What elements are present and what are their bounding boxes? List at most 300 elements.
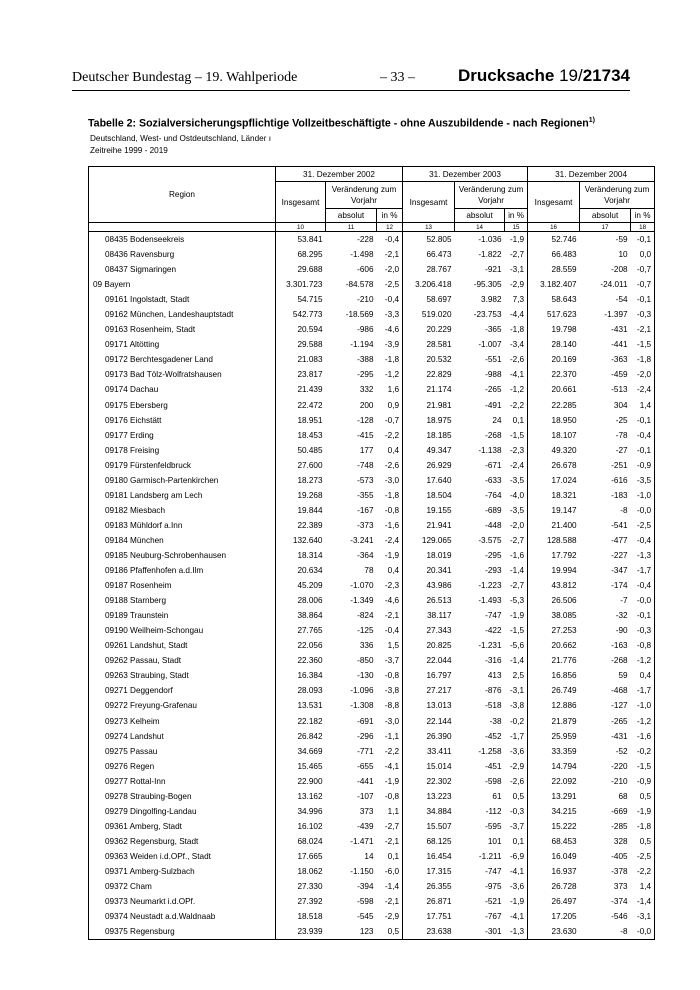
pct-change-2002-cell: -2,4 xyxy=(377,533,403,548)
region-cell: 09185 Neuburg-Schrobenhausen xyxy=(89,548,276,563)
region-cell: 09276 Regen xyxy=(89,759,276,774)
region-cell: 09278 Straubing-Bogen xyxy=(89,789,276,804)
pct-change-2003-cell: -1,9 xyxy=(505,608,528,623)
pct-change-2002-cell: 1,5 xyxy=(377,638,403,653)
total-2004-cell: 12.886 xyxy=(551,701,577,711)
region-cell: 09183 Mühldorf a.Inn xyxy=(89,518,276,533)
total-2003-cell: 22.829 xyxy=(426,370,452,380)
abs-change-2003-cell: -451 xyxy=(485,761,502,771)
pct-change-2002-cell: -0,4 xyxy=(377,232,403,248)
percent-header: in % xyxy=(631,209,655,223)
region-cell: 09181 Landsberg am Lech xyxy=(89,488,276,503)
total-2002-cell: 38.864 xyxy=(297,611,323,621)
pct-change-2004-cell: -2,0 xyxy=(631,367,655,382)
total-2002-cell: 45.209 xyxy=(297,581,323,591)
table-row xyxy=(89,879,655,894)
total-2004-cell: 19.147 xyxy=(551,505,577,515)
table-title-text: Tabelle 2: Sozialversicherungspflichtige Vollzeitbeschäftigte - ohne Auszubildende - nach Regionen xyxy=(88,117,589,130)
total-2004-cell: 128.588 xyxy=(546,535,577,545)
abs-change-2004-cell: -431 xyxy=(611,325,628,335)
total-2003-cell: 27.343 xyxy=(426,626,452,636)
abs-change-2003-cell: -1.211 xyxy=(478,851,502,861)
abs-change-2004-cell: -513 xyxy=(611,385,628,395)
pct-change-2003-cell: 2,5 xyxy=(505,668,528,683)
change-header: Veränderung zum Vorjahr xyxy=(326,182,403,209)
total-2004-cell: 52.746 xyxy=(551,235,577,245)
region-cell: 09279 Dingolfing-Landau xyxy=(89,804,276,819)
total-2002-cell: 34.669 xyxy=(297,746,323,756)
pct-change-2004-cell: -3,5 xyxy=(631,473,655,488)
total-2003-cell: 43.986 xyxy=(426,581,452,591)
abs-change-2003-cell: -448 xyxy=(485,520,502,530)
total-2004-cell: 17.792 xyxy=(551,551,577,560)
total-2004-cell: 19.798 xyxy=(551,325,577,335)
abs-change-2003-cell: -293 xyxy=(485,566,502,576)
pct-change-2004-cell: -3,1 xyxy=(631,909,655,924)
region-cell: 08436 Ravensburg xyxy=(89,247,276,262)
table-row xyxy=(89,638,655,653)
pct-change-2002-cell: -3,0 xyxy=(377,714,403,729)
column-number: 10 xyxy=(276,223,326,232)
total-2002-cell: 28.006 xyxy=(297,596,323,606)
pct-change-2003-cell: -2,7 xyxy=(505,247,528,262)
abs-change-2004-cell: -265 xyxy=(611,716,628,726)
table-row xyxy=(89,292,655,307)
total-2004-cell: 28.140 xyxy=(551,340,577,350)
total-2002-cell: 34.996 xyxy=(297,806,323,816)
total-2004-cell: 25.959 xyxy=(551,731,577,741)
total-2002-cell: 22.900 xyxy=(297,776,323,786)
region-cell: 09363 Weiden i.d.OPf., Stadt xyxy=(89,849,276,864)
abs-change-2002-cell: -1.096 xyxy=(350,686,374,696)
region-cell: 09189 Traunstein xyxy=(89,608,276,623)
percent-header: in % xyxy=(505,209,528,223)
column-number: 14 xyxy=(455,223,505,232)
insgesamt-header: Insgesamt xyxy=(276,182,326,223)
total-2003-cell: 20.532 xyxy=(426,355,452,365)
pct-change-2004-cell: -0,1 xyxy=(631,608,655,623)
pct-change-2002-cell: -3,9 xyxy=(377,337,403,352)
column-number-blank xyxy=(89,223,276,232)
absolut-header: absolut xyxy=(326,209,377,223)
pct-change-2004-cell: -0,3 xyxy=(631,623,655,638)
total-2003-cell: 16.797 xyxy=(426,671,452,681)
total-2002-cell: 27.330 xyxy=(297,882,323,892)
column-number: 18 xyxy=(631,223,655,232)
pct-change-2002-cell: -1,9 xyxy=(377,774,403,789)
pct-change-2002-cell: -0,4 xyxy=(377,623,403,638)
total-2003-cell: 68.125 xyxy=(426,836,452,846)
region-cell: 09186 Pfaffenhofen a.d.Ilm xyxy=(89,563,276,578)
pct-change-2004-cell: -1,7 xyxy=(631,563,655,578)
abs-change-2004-cell: -127 xyxy=(611,701,628,711)
abs-change-2002-cell: -388 xyxy=(357,355,374,365)
pct-change-2003-cell: 0,1 xyxy=(505,834,528,849)
pct-change-2003-cell: -1,5 xyxy=(505,623,528,638)
total-2002-cell: 27.392 xyxy=(297,897,323,907)
pct-change-2004-cell: -0,1 xyxy=(631,413,655,428)
total-2003-cell: 20.229 xyxy=(426,325,452,335)
total-2002-cell: 13.531 xyxy=(297,701,323,711)
total-2004-cell: 16.856 xyxy=(551,671,577,681)
pct-change-2002-cell: 1,6 xyxy=(377,382,403,397)
abs-change-2002-cell: -573 xyxy=(357,475,374,485)
region-cell: 09187 Rosenheim xyxy=(89,578,276,593)
pct-change-2002-cell: -2,6 xyxy=(377,458,403,473)
total-2002-cell: 22.056 xyxy=(297,641,323,651)
total-2003-cell: 28.581 xyxy=(426,340,452,350)
abs-change-2004-cell: -374 xyxy=(611,897,628,907)
total-2002-cell: 23.817 xyxy=(297,370,323,380)
pct-change-2002-cell: -1,8 xyxy=(377,488,403,503)
abs-change-2002-cell: -606 xyxy=(357,265,374,275)
abs-change-2002-cell: -598 xyxy=(357,897,374,907)
doc-num-a: 19/ xyxy=(559,66,583,85)
column-number: 15 xyxy=(505,223,528,232)
abs-change-2002-cell: 200 xyxy=(359,400,374,410)
total-2002-cell: 22.182 xyxy=(297,716,323,726)
abs-change-2002-cell: -84.578 xyxy=(345,280,374,290)
pct-change-2004-cell: -0,4 xyxy=(631,578,655,593)
abs-change-2004-cell: -468 xyxy=(611,686,628,696)
total-2003-cell: 27.217 xyxy=(426,686,452,696)
total-2002-cell: 54.715 xyxy=(297,295,323,305)
pct-change-2002-cell: -1,8 xyxy=(377,352,403,367)
total-2003-cell: 15.507 xyxy=(426,821,452,831)
total-2004-cell: 34.215 xyxy=(551,806,577,816)
pct-change-2003-cell: -3,7 xyxy=(505,819,528,834)
table-body xyxy=(89,232,655,940)
pct-change-2002-cell: -6,0 xyxy=(377,864,403,879)
table-row xyxy=(89,458,655,473)
pct-change-2004-cell: -1,4 xyxy=(631,894,655,909)
pct-change-2003-cell: -1,4 xyxy=(505,563,528,578)
abs-change-2003-cell: -95.305 xyxy=(473,280,502,290)
pct-change-2003-cell: 7,3 xyxy=(505,292,528,307)
abs-change-2003-cell: -295 xyxy=(485,551,502,560)
abs-change-2002-cell: 336 xyxy=(359,641,374,651)
pct-change-2003-cell: -2,9 xyxy=(505,277,528,292)
total-2003-cell: 26.355 xyxy=(426,882,452,892)
pct-change-2004-cell: 0,5 xyxy=(631,789,655,804)
abs-change-2004-cell: -25 xyxy=(615,415,628,425)
region-cell: 09173 Bad Tölz-Wolfratshausen xyxy=(89,367,276,382)
abs-change-2003-cell: -365 xyxy=(485,325,502,335)
pct-change-2004-cell: -2,4 xyxy=(631,382,655,397)
pct-change-2002-cell: -2,2 xyxy=(377,744,403,759)
region-cell: 09171 Altötting xyxy=(89,337,276,352)
pct-change-2003-cell: -3,1 xyxy=(505,262,528,277)
abs-change-2004-cell: -459 xyxy=(611,370,628,380)
period-header-2003: 31. Dezember 2003 xyxy=(403,167,528,182)
abs-change-2002-cell: -228 xyxy=(357,235,374,245)
total-2002-cell: 21.439 xyxy=(297,385,323,395)
total-2003-cell: 21.174 xyxy=(426,385,452,395)
pct-change-2004-cell: -0,1 xyxy=(631,443,655,458)
abs-change-2003-cell: -767 xyxy=(485,912,502,922)
pct-change-2003-cell: -1,2 xyxy=(505,382,528,397)
total-2002-cell: 29.588 xyxy=(297,340,323,350)
abs-change-2003-cell: -595 xyxy=(485,821,502,831)
total-2004-cell: 66.483 xyxy=(551,250,577,260)
page-header xyxy=(72,66,630,90)
region-cell: 09277 Rottal-Inn xyxy=(89,774,276,789)
abs-change-2004-cell: -541 xyxy=(611,520,628,530)
pct-change-2003-cell: -0,3 xyxy=(505,804,528,819)
total-2004-cell: 33.359 xyxy=(551,746,577,756)
pct-change-2002-cell: -2,2 xyxy=(377,428,403,443)
region-cell: 09271 Deggendorf xyxy=(89,683,276,698)
total-2004-cell: 43.812 xyxy=(551,581,577,591)
abs-change-2002-cell: -1.471 xyxy=(350,836,374,846)
region-cell: 09177 Erding xyxy=(89,428,276,443)
table-row xyxy=(89,352,655,367)
total-2004-cell: 17.205 xyxy=(551,912,577,922)
total-2004-cell: 26.506 xyxy=(551,596,577,606)
pct-change-2004-cell: -0,0 xyxy=(631,924,655,940)
region-cell: 09180 Garmisch-Partenkirchen xyxy=(89,473,276,488)
document-number xyxy=(458,66,630,86)
abs-change-2003-cell: -316 xyxy=(485,656,502,666)
total-2004-cell: 17.024 xyxy=(551,475,577,485)
table-row xyxy=(89,849,655,864)
table-row xyxy=(89,668,655,683)
pct-change-2002-cell: -2,1 xyxy=(377,894,403,909)
total-2004-cell: 26.749 xyxy=(551,686,577,696)
abs-change-2004-cell: -7 xyxy=(620,596,628,606)
table-row xyxy=(89,593,655,608)
abs-change-2004-cell: -90 xyxy=(615,626,628,636)
abs-change-2003-cell: 101 xyxy=(487,836,502,846)
abs-change-2003-cell: -689 xyxy=(485,505,502,515)
total-2003-cell: 18.185 xyxy=(426,430,452,440)
abs-change-2004-cell: 373 xyxy=(613,882,628,892)
total-2002-cell: 68.024 xyxy=(297,836,323,846)
region-cell: 09 Bayern xyxy=(89,277,276,292)
pct-change-2003-cell: -3,5 xyxy=(505,503,528,518)
total-2003-cell: 21.981 xyxy=(426,400,452,410)
total-2002-cell: 15.465 xyxy=(297,761,323,771)
abs-change-2004-cell: -268 xyxy=(611,656,628,666)
total-2003-cell: 19.155 xyxy=(426,505,452,515)
pct-change-2004-cell: -1,8 xyxy=(631,819,655,834)
region-cell: 09373 Neumarkt i.d.OPf. xyxy=(89,894,276,909)
pct-change-2003-cell: -1,4 xyxy=(505,653,528,668)
doc-num-b: 21734 xyxy=(582,66,630,85)
pct-change-2003-cell: -2,4 xyxy=(505,458,528,473)
change-header: Veränderung zum Vorjahr xyxy=(455,182,528,209)
pct-change-2003-cell: -1,5 xyxy=(505,428,528,443)
region-cell: 09262 Passau, Stadt xyxy=(89,653,276,668)
abs-change-2002-cell: -1.150 xyxy=(350,866,374,876)
total-2003-cell: 34.884 xyxy=(426,806,452,816)
abs-change-2002-cell: -986 xyxy=(357,325,374,335)
abs-change-2002-cell: -1.349 xyxy=(350,596,374,606)
total-2004-cell: 18.107 xyxy=(551,430,577,440)
total-2002-cell: 29.688 xyxy=(297,265,323,275)
region-cell: 09172 Berchtesgadener Land xyxy=(89,352,276,367)
pct-change-2002-cell: -2,3 xyxy=(377,578,403,593)
total-2002-cell: 13.162 xyxy=(297,791,323,801)
pct-change-2003-cell: -2,9 xyxy=(505,759,528,774)
pct-change-2003-cell: -3,6 xyxy=(505,744,528,759)
abs-change-2004-cell: -431 xyxy=(611,731,628,741)
total-2002-cell: 28.093 xyxy=(297,686,323,696)
pct-change-2003-cell: -5,6 xyxy=(505,638,528,653)
abs-change-2003-cell: -1.138 xyxy=(478,445,502,455)
table-row xyxy=(89,698,655,713)
table-row xyxy=(89,894,655,909)
abs-change-2003-cell: 24 xyxy=(492,415,502,425)
total-2002-cell: 16.384 xyxy=(297,671,323,681)
pct-change-2003-cell: -3,4 xyxy=(505,337,528,352)
abs-change-2004-cell: -227 xyxy=(611,551,628,560)
total-2004-cell: 58.643 xyxy=(551,295,577,305)
total-2004-cell: 13.291 xyxy=(551,791,577,801)
abs-change-2003-cell: 61 xyxy=(492,791,502,801)
abs-change-2002-cell: -364 xyxy=(357,551,374,560)
period-header-2002: 31. Dezember 2002 xyxy=(276,167,403,182)
pct-change-2004-cell: -0,8 xyxy=(631,638,655,653)
abs-change-2002-cell: -296 xyxy=(357,731,374,741)
table-row xyxy=(89,337,655,352)
abs-change-2003-cell: -1.258 xyxy=(478,746,502,756)
total-2003-cell: 26.390 xyxy=(426,731,452,741)
change-header: Veränderung zum Vorjahr xyxy=(580,182,655,209)
pct-change-2004-cell: -1,5 xyxy=(631,337,655,352)
pct-change-2003-cell: -4,0 xyxy=(505,488,528,503)
total-2002-cell: 20.594 xyxy=(297,325,323,335)
abs-change-2003-cell: -265 xyxy=(485,385,502,395)
pct-change-2003-cell: -1,9 xyxy=(505,232,528,248)
total-2002-cell: 53.841 xyxy=(297,235,323,245)
pct-change-2003-cell: -3,8 xyxy=(505,698,528,713)
region-cell: 09273 Kelheim xyxy=(89,714,276,729)
region-cell: 09274 Landshut xyxy=(89,729,276,744)
total-2003-cell: 20.825 xyxy=(426,641,452,651)
total-2002-cell: 542.773 xyxy=(292,310,323,320)
table-row xyxy=(89,623,655,638)
pct-change-2002-cell: -4,6 xyxy=(377,593,403,608)
total-2003-cell: 22.302 xyxy=(426,776,452,786)
region-cell: 09182 Miesbach xyxy=(89,503,276,518)
total-2004-cell: 49.320 xyxy=(551,445,577,455)
pct-change-2002-cell: -1,1 xyxy=(377,729,403,744)
total-2004-cell: 20.662 xyxy=(551,641,577,651)
pct-change-2002-cell: -0,4 xyxy=(377,292,403,307)
pct-change-2002-cell: -0,8 xyxy=(377,503,403,518)
pct-change-2002-cell: -8,8 xyxy=(377,698,403,713)
abs-change-2004-cell: 10 xyxy=(618,250,628,260)
abs-change-2004-cell: -24.011 xyxy=(600,280,628,290)
pct-change-2004-cell: -0,4 xyxy=(631,533,655,548)
abs-change-2003-cell: -422 xyxy=(485,626,502,636)
total-2003-cell: 26.871 xyxy=(426,897,452,907)
pct-change-2004-cell: -2,5 xyxy=(631,849,655,864)
table-row xyxy=(89,232,655,248)
abs-change-2004-cell: -363 xyxy=(611,355,628,365)
pct-change-2003-cell: -5,3 xyxy=(505,593,528,608)
pct-change-2003-cell: -4,4 xyxy=(505,307,528,322)
region-cell: 09162 München, Landeshauptstadt xyxy=(89,307,276,322)
abs-change-2004-cell: -174 xyxy=(611,581,628,591)
region-cell: 09179 Fürstenfeldbruck xyxy=(89,458,276,473)
region-cell: 09174 Dachau xyxy=(89,382,276,397)
abs-change-2002-cell: -439 xyxy=(357,821,374,831)
table-row xyxy=(89,382,655,397)
pct-change-2002-cell: -4,1 xyxy=(377,759,403,774)
pct-change-2004-cell: 1,4 xyxy=(631,879,655,894)
total-2003-cell: 52.805 xyxy=(426,235,452,245)
pct-change-2002-cell: 0,1 xyxy=(377,849,403,864)
total-2004-cell: 14.794 xyxy=(551,761,577,771)
total-2003-cell: 22.144 xyxy=(426,716,452,726)
table-row xyxy=(89,924,655,940)
total-2004-cell: 22.285 xyxy=(551,400,577,410)
pct-change-2003-cell: -4,1 xyxy=(505,864,528,879)
total-2004-cell: 15.222 xyxy=(551,821,577,831)
pct-change-2004-cell: -1,6 xyxy=(631,729,655,744)
abs-change-2003-cell: -518 xyxy=(485,701,502,711)
region-cell: 09261 Landshut, Stadt xyxy=(89,638,276,653)
pct-change-2003-cell: -2,0 xyxy=(505,518,528,533)
abs-change-2004-cell: -27 xyxy=(615,445,628,455)
abs-change-2003-cell: -112 xyxy=(485,806,502,816)
region-cell: 09263 Straubing, Stadt xyxy=(89,668,276,683)
pct-change-2003-cell: -6,9 xyxy=(505,849,528,864)
abs-change-2003-cell: -975 xyxy=(485,882,502,892)
abs-change-2002-cell: 123 xyxy=(326,924,377,940)
pct-change-2003-cell: -1,7 xyxy=(505,729,528,744)
total-2002-cell: 22.360 xyxy=(297,656,323,666)
total-2004-cell: 18.321 xyxy=(551,490,577,500)
region-cell: 09190 Weilheim-Schongau xyxy=(89,623,276,638)
pct-change-2004-cell: 0,5 xyxy=(631,834,655,849)
abs-change-2004-cell: -32 xyxy=(615,611,628,621)
abs-change-2002-cell: -355 xyxy=(357,490,374,500)
pct-change-2004-cell: 1,4 xyxy=(631,398,655,413)
abs-change-2002-cell: 14 xyxy=(364,851,374,861)
abs-change-2004-cell: -441 xyxy=(611,340,628,350)
pct-change-2004-cell: -0,0 xyxy=(631,593,655,608)
pct-change-2003-cell: 0,5 xyxy=(505,789,528,804)
table-row xyxy=(89,578,655,593)
pct-change-2002-cell: -1,6 xyxy=(377,518,403,533)
abs-change-2002-cell: -771 xyxy=(357,746,374,756)
table-row xyxy=(89,367,655,382)
total-2004-cell: 3.182.407 xyxy=(540,280,577,290)
abs-change-2004-cell: -183 xyxy=(611,490,628,500)
table-row xyxy=(89,473,655,488)
abs-change-2003-cell: -521 xyxy=(485,897,502,907)
pct-change-2004-cell: -0,9 xyxy=(631,458,655,473)
abs-change-2004-cell: -78 xyxy=(615,430,628,440)
total-2002-cell: 22.389 xyxy=(297,520,323,530)
total-2004-cell: 20.661 xyxy=(551,385,577,395)
total-2004-cell: 26.678 xyxy=(551,460,577,470)
abs-change-2003-cell: -551 xyxy=(485,355,502,365)
pct-change-2002-cell: -1,4 xyxy=(377,879,403,894)
abs-change-2003-cell: -268 xyxy=(485,430,502,440)
column-number: 13 xyxy=(403,223,455,232)
column-number-row xyxy=(89,223,655,232)
table-row xyxy=(89,789,655,804)
abs-change-2002-cell: -18.569 xyxy=(345,310,374,320)
abs-change-2002-cell: -691 xyxy=(357,716,374,726)
total-2003-cell: 15.014 xyxy=(426,761,452,771)
total-2003-cell: 33.411 xyxy=(427,746,452,756)
abs-change-2004-cell: -8 xyxy=(580,924,631,940)
